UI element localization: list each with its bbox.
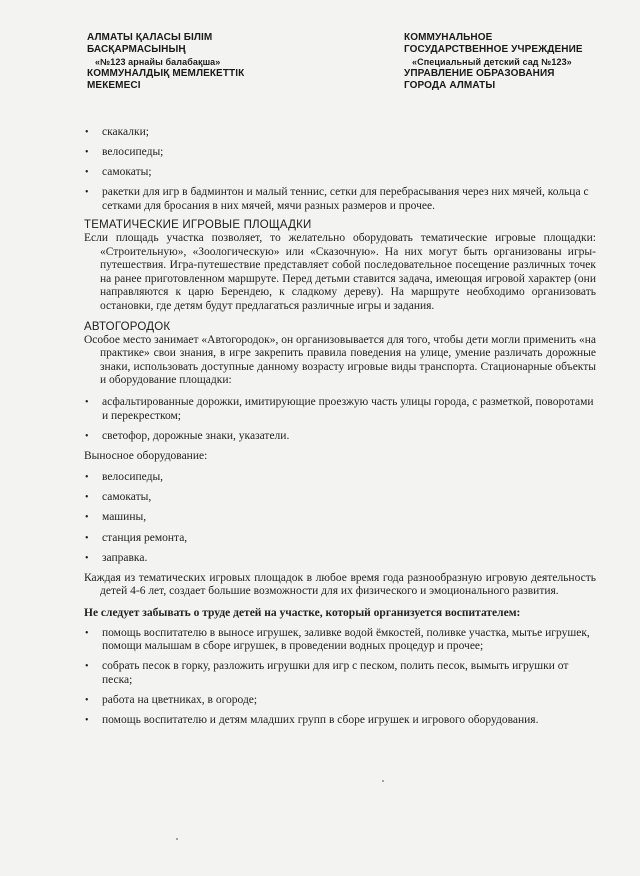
- list-item: • самокаты,: [84, 491, 596, 505]
- labor-heading: Не следует забывать о труде детей на участке, который организуется воспитателем:: [84, 606, 521, 619]
- scan-speck: [176, 838, 178, 840]
- list-item: • светофор, дорожные знаки, указатели.: [84, 430, 596, 444]
- header-right: [404, 32, 624, 92]
- list-item: • машины,: [84, 511, 596, 525]
- list-item: • помощь воспитателю в выносе игрушек, заливке водой ёмкостей, поливке участка, мытье игрушек, помощи малышам в сборе игрушек, в проведении водных процедур и прочее;: [84, 627, 596, 654]
- list-item: • работа на цветниках, в огороде;: [84, 694, 596, 708]
- section-text-thematic: Если площадь участка позволяет, то желательно оборудовать тематические игровые площадки: «Строительную», «Зоологическую» или «Сказочную». На них могут быть организованы игры-путешествия. Игра-путешествие представляет собой последовательное посещение различных точек на ранее приготовленном маршруте. Перед детьми ставится задача, имеющая игровой характер (они направляются к царю Берендею, к сладкому дереву). На маршруте необходимо организовать остановки, где детям будут предлагаться различные игры и задания.: [84, 231, 596, 312]
- list-item: • самокаты;: [84, 166, 596, 180]
- list-item: • заправка.: [84, 552, 596, 566]
- header-left-line4: КОММУНАЛДЫҚ МЕМЛЕКЕТТІК: [87, 68, 245, 79]
- list-item: • ракетки для игр в бадминтон и малый теннис, сетки для перебрасывания через них мячей, кольца с сетками для бросания в них мячей, мячи разных размеров и прочее.: [84, 186, 596, 213]
- stationary-list: [84, 396, 596, 443]
- header-right-line1: КОММУНАЛЬНОЕ: [404, 32, 493, 43]
- portable-label: Выносное оборудование:: [84, 449, 208, 462]
- header-left: [87, 32, 307, 92]
- header-left-line2: БАСҚАРМАСЫНЫҢ: [87, 44, 186, 55]
- list-item: • велосипеды;: [84, 146, 596, 160]
- list-item: • скакалки;: [84, 126, 596, 140]
- summary-paragraph: Каждая из тематических игровых площадок в любое время года разнообразную игровую деятельность детей 4-6 лет, создает большие возможности для их физического и эмоционального развития.: [84, 571, 596, 598]
- list-item: • собрать песок в горку, разложить игрушки для игр с песком, полить песок, вымыть игрушки от песка;: [84, 660, 596, 687]
- list-item: • станция ремонта,: [84, 532, 596, 546]
- header-right-line4: УПРАВЛЕНИЕ ОБРАЗОВАНИЯ: [404, 68, 555, 79]
- list-item: • помощь воспитателю и детям младших групп в сборе игрушек и игрового оборудования.: [84, 714, 596, 728]
- scan-speck: [382, 780, 384, 782]
- equipment-list: [84, 126, 596, 213]
- header-left-line5: МЕКЕМЕСІ: [87, 80, 141, 91]
- section-heading-thematic: ТЕМАТИЧЕСКИЕ ИГРОВЫЕ ПЛОЩАДКИ: [84, 218, 312, 231]
- list-item: • велосипеды,: [84, 471, 596, 485]
- labor-list: [84, 627, 596, 728]
- list-item: • асфальтированные дорожки, имитирующие проезжую часть улицы города, с разметкой, поворотами и перекрестком;: [84, 396, 596, 423]
- portable-list: [84, 471, 596, 565]
- header-left-line1: АЛМАТЫ ҚАЛАСЫ БІЛІМ: [87, 32, 213, 43]
- header-right-line2: ГОСУДАРСТВЕННОЕ УЧРЕЖДЕНИЕ: [404, 44, 583, 55]
- section-text-autogorodok: Особое место занимает «Автогородок», он организовывается для того, чтобы дети могли применить «на практике» свои знания, в игре закрепить правила поведения на улице, умение различать дорожные знаки, использовать доступные данному возрасту игровые виды транспорта. Стационарные объекты и оборудование площадки:: [84, 333, 596, 387]
- document-body: [84, 126, 596, 734]
- header-left-line3: «№123 арнайы балабақша»: [95, 57, 221, 67]
- header-right-line3: «Специальный детский сад №123»: [412, 57, 572, 67]
- section-heading-autogorodok: АВТОГОРОДОК: [84, 320, 171, 333]
- header-right-line5: ГОРОДА АЛМАТЫ: [404, 80, 496, 91]
